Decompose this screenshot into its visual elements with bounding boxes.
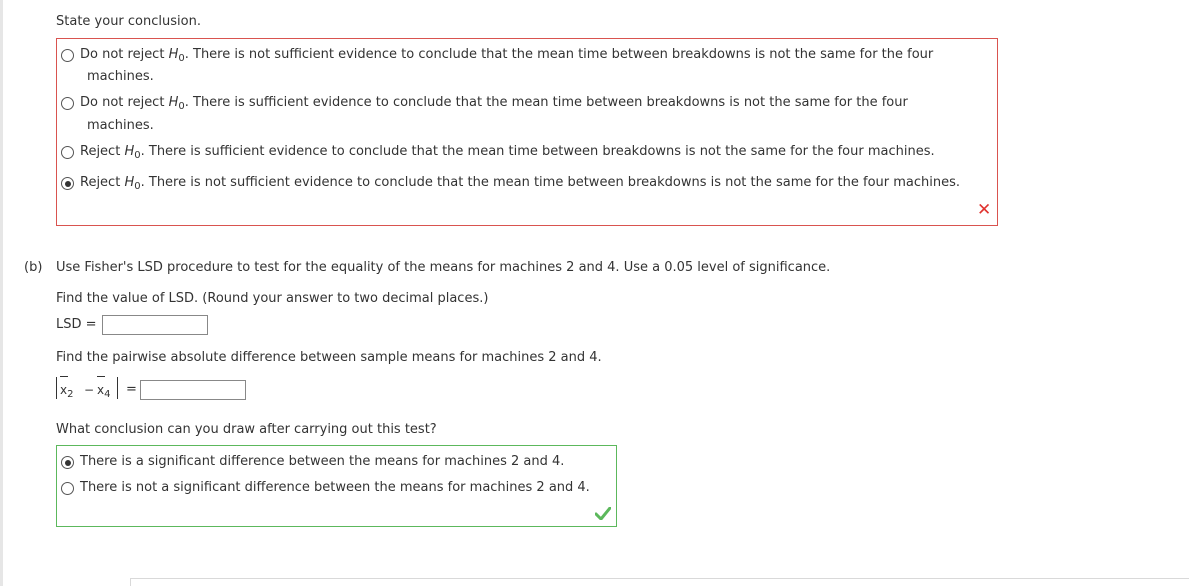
option-2-continuation: machines.	[87, 118, 154, 133]
lsd-input[interactable]	[102, 315, 208, 335]
h-subscript: 0	[178, 53, 185, 64]
h-subscript: 0	[134, 150, 141, 161]
minus-sign: −	[84, 383, 95, 397]
option-2-text: . There is sufficient evidence to conclude that the mean time between breakdowns is not the same for the four	[184, 95, 908, 110]
answer-box-incorrect	[56, 38, 998, 226]
option-3-text: . There is sufficient evidence to conclude that the mean time between breakdowns is not the same for the four machines.	[140, 144, 935, 159]
option-3-label[interactable]	[80, 144, 935, 160]
conclusion-prompt: State your conclusion.	[56, 14, 201, 29]
option-1-text: . There is not sufficient evidence to conclude that the mean time between breakdowns is not the same for the four	[184, 47, 934, 62]
bottom-divider-corner	[130, 578, 131, 586]
h-symbol: H	[124, 144, 135, 159]
radio-option-3[interactable]	[61, 146, 74, 159]
x-bar-2	[60, 382, 73, 398]
h-symbol: H	[168, 95, 179, 110]
part-b-instruction: Use Fisher's LSD procedure to test for the equality of the means for machines 2 and 4. Use a 0.05 level of significance.	[56, 260, 831, 275]
conclusion-question: What conclusion can you draw after carrying out this test?	[56, 422, 437, 437]
option-1-continuation: machines.	[87, 69, 154, 84]
option-3-lead: Reject	[80, 144, 121, 159]
answer-box-correct	[56, 445, 617, 527]
correct-check-icon	[595, 507, 611, 520]
bottom-divider	[130, 578, 1189, 579]
h-symbol: H	[124, 175, 135, 190]
option-significant-label[interactable]: There is a significant difference between the means for machines 2 and 4.	[80, 454, 565, 469]
option-4-label[interactable]	[80, 175, 960, 191]
incorrect-x-icon: ✕	[977, 200, 992, 220]
lsd-prompt: Find the value of LSD. (Round your answer to two decimal places.)	[56, 291, 489, 306]
difference-prompt: Find the pairwise absolute difference between sample means for machines 2 and 4.	[56, 350, 602, 365]
part-b-label: (b)	[24, 260, 43, 275]
radio-option-1[interactable]	[61, 49, 74, 62]
option-2-label[interactable]	[80, 95, 908, 111]
x-symbol: x	[60, 383, 68, 397]
radio-option-2[interactable]	[61, 97, 74, 110]
option-not-significant-label[interactable]: There is not a significant difference between the means for machines 2 and 4.	[80, 480, 590, 495]
lsd-label: LSD =	[56, 317, 97, 332]
h-symbol: H	[168, 47, 179, 62]
option-1-lead: Do not reject	[80, 47, 165, 62]
radio-significant-selected[interactable]	[61, 456, 74, 469]
h-subscript: 0	[134, 181, 141, 192]
subscript-4: 4	[104, 389, 111, 400]
radio-option-4-selected[interactable]	[61, 177, 74, 190]
x-symbol: x	[97, 383, 105, 397]
h-subscript: 0	[178, 101, 185, 112]
option-4-text: . There is not sufficient evidence to conclude that the mean time between breakdowns is not the same for the four machines.	[140, 175, 961, 190]
option-2-lead: Do not reject	[80, 95, 165, 110]
equals-sign: =	[126, 382, 137, 397]
xbar-overline-1	[60, 376, 68, 377]
x-bar-4	[97, 382, 110, 398]
xbar-overline-2	[97, 376, 105, 377]
left-page-border	[0, 0, 3, 586]
abs-bar-left	[56, 377, 57, 399]
abs-bar-right	[117, 377, 118, 399]
difference-input[interactable]	[140, 380, 246, 400]
radio-not-significant[interactable]	[61, 482, 74, 495]
subscript-2: 2	[67, 389, 74, 400]
option-1-label[interactable]	[80, 47, 933, 63]
option-4-lead: Reject	[80, 175, 121, 190]
